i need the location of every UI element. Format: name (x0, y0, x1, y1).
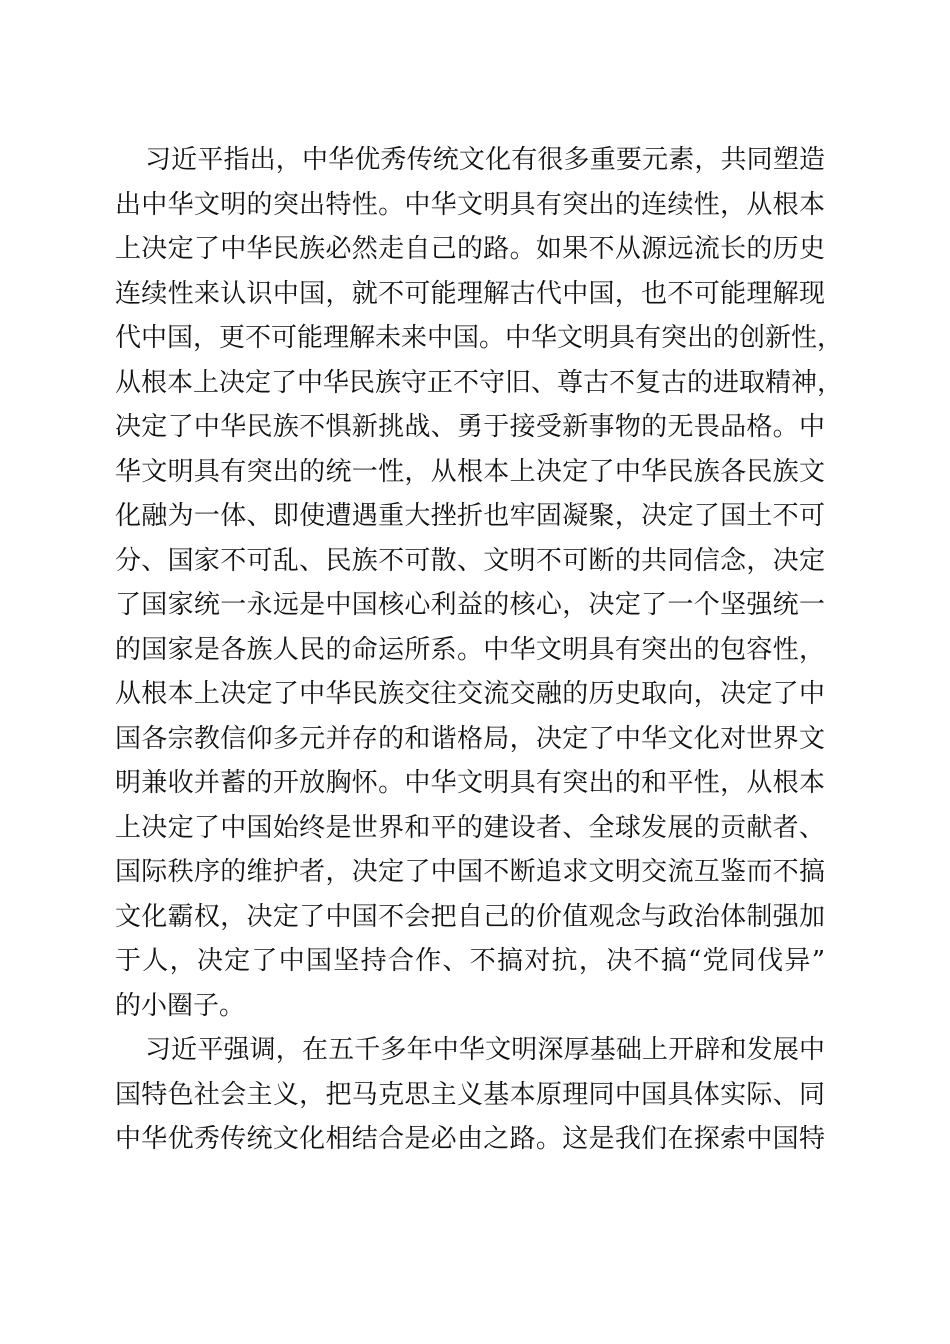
text-line: 国各宗教信仰多元并存的和谐格局，决定了中华文化对世界文 (115, 723, 825, 754)
text-line: 从根本上决定了中华民族交往交流交融的历史取向，决定了中 (115, 679, 825, 709)
text-line: 的国家是各族人民的命运所系。中华文明具有突出的包容性， (115, 634, 825, 665)
text-line: 于人，决定了中国坚持合作、不搞对抗，决不搞“党同伐异” (115, 946, 825, 976)
text-line: 从根本上决定了中华民族守正不守旧、尊古不复古的进取精神， (115, 367, 844, 398)
text-line: 国特色社会主义，把马克思主义基本原理同中国具体实际、同 (115, 1079, 825, 1110)
text-line: 出中华文明的突出特性。中华文明具有突出的连续性，从根本 (115, 189, 825, 220)
text-line: 连续性来认识中国，就不可能理解古代中国，也不可能理解现 (115, 278, 825, 309)
text-line: 明兼收并蓄的开放胸怀。中华文明具有突出的和平性，从根本 (115, 768, 825, 798)
paragraph (115, 1028, 825, 1162)
text-line: 习近平强调，在五千多年中华文明深厚基础上开辟和发展中 (145, 1035, 825, 1065)
document-page (115, 138, 844, 1162)
text-line: 中华优秀传统文化相结合是必由之路。这是我们在探索中国特 (115, 1124, 825, 1154)
paragraph (115, 138, 844, 1028)
text-line: 决定了中华民族不惧新挑战、勇于接受新事物的无畏品格。中 (115, 412, 825, 442)
text-line: 上决定了中华民族必然走自己的路。如果不从源远流长的历史 (115, 234, 825, 264)
text-line: 习近平指出，中华优秀传统文化有很多重要元素，共同塑造 (145, 145, 825, 175)
text-line: 国际秩序的维护者，决定了中国不断追求文明交流互鉴而不搞 (115, 857, 825, 887)
text-line: 分、国家不可乱、民族不可散、文明不可断的共同信念，决定 (115, 545, 825, 576)
text-line: 华文明具有突出的统一性，从根本上决定了中华民族各民族文 (115, 456, 825, 487)
text-line: 的小圈子。 (115, 990, 246, 1021)
text-line: 了国家统一永远是中国核心利益的核心，决定了一个坚强统一 (115, 590, 825, 620)
text-line: 文化霸权，决定了中国不会把自己的价值观念与政治体制强加 (115, 901, 825, 932)
text-line: 代中国，更不可能理解未来中国。中华文明具有突出的创新性， (115, 323, 844, 353)
text-line: 化融为一体、即使遭遇重大挫折也牢固凝聚，决定了国土不可 (115, 501, 825, 531)
text-line: 上决定了中国始终是世界和平的建设者、全球发展的贡献者、 (115, 812, 825, 843)
